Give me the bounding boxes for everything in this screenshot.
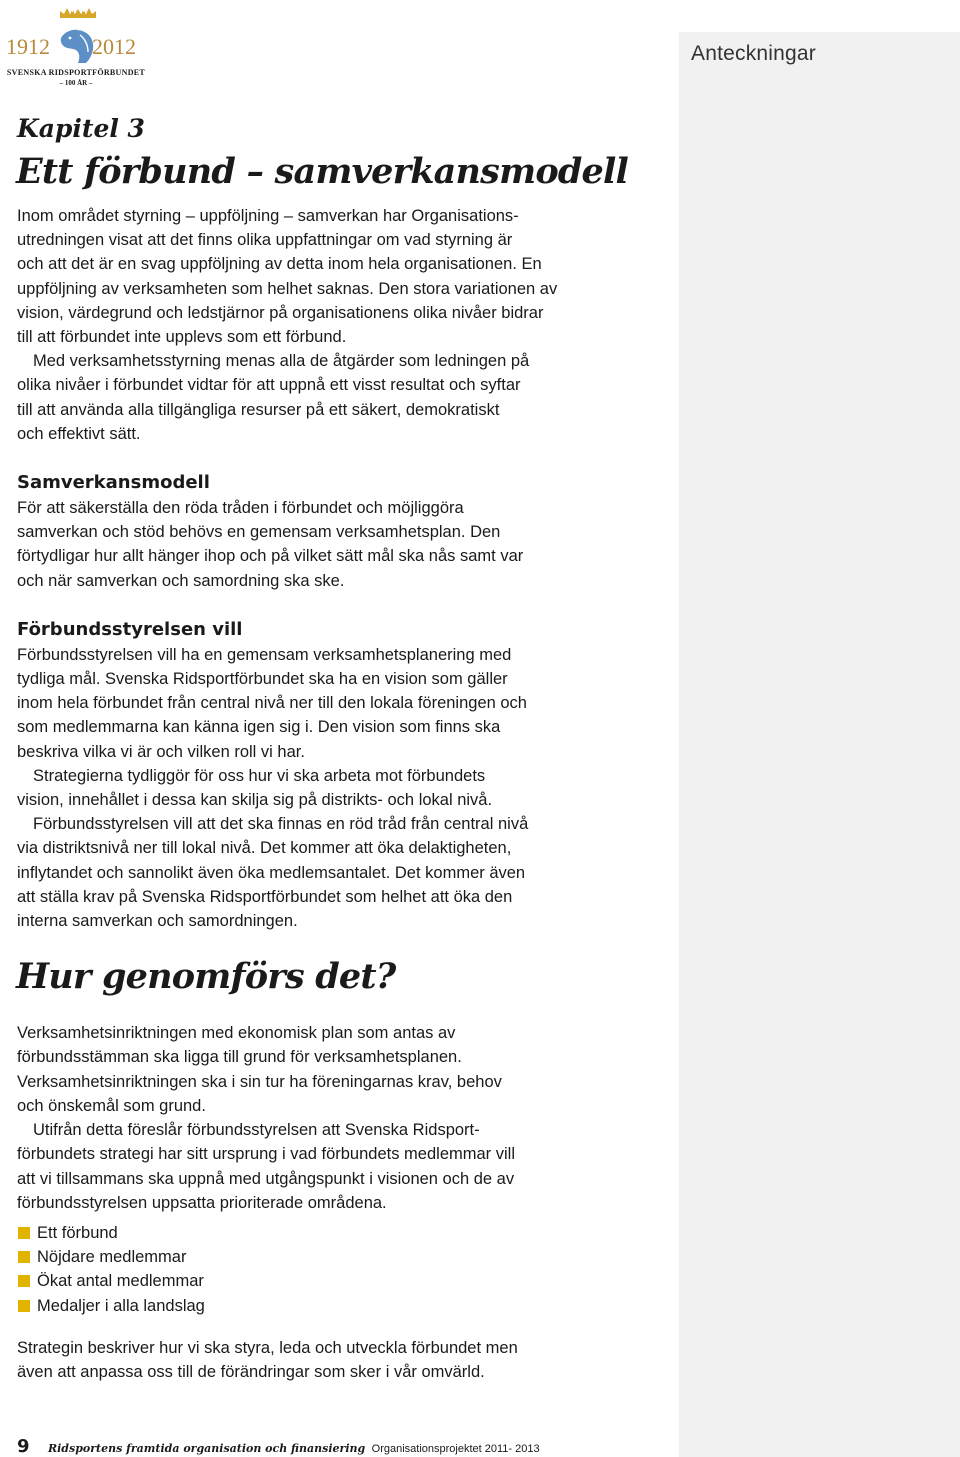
section-heading-forbundsstyrelsen: Förbundsstyrelsen vill — [17, 618, 243, 640]
footer-subtitle: Organisationsprojektet 2011- 2013 — [371, 1443, 540, 1455]
bullet-square-icon — [18, 1227, 30, 1239]
logo-anniversary: – 100 ÅR – — [59, 79, 93, 87]
chapter-label: Kapitel 3 — [17, 114, 145, 143]
notes-panel — [679, 32, 960, 1457]
text-line: vision, värdegrund och ledstjärnor på organisationens olika nivåer bidrar — [17, 303, 544, 322]
list-item-label: Nöjdare medlemmar — [37, 1248, 187, 1267]
intro-paragraph-2 — [17, 349, 662, 446]
list-item — [17, 1245, 662, 1269]
text-line: och att det är en svag uppföljning av detta inom hela organisationen. En — [17, 255, 542, 274]
section-paragraph — [17, 1021, 662, 1118]
text-line: Verksamhetsinriktningen med ekonomisk plan som antas av — [17, 1024, 456, 1043]
text-line: vision, innehållet i dessa kan skilja sig på distrikts- och lokal nivå. — [17, 791, 493, 810]
text-line: uppföljning av verksamheten som helhet saknas. Den stora variationen av — [17, 279, 558, 298]
crowns-icon — [58, 4, 98, 24]
text-line: Strategierna tydliggör för oss hur vi ska arbeta mot förbundets — [33, 766, 486, 785]
main-content — [17, 108, 662, 1384]
section-paragraph — [17, 1118, 662, 1215]
text-line: förbundets strategi har sitt ursprung i vad förbundets medlemmar vill — [17, 1145, 515, 1164]
horse-head-icon — [58, 26, 96, 66]
page-number: 9 — [17, 1436, 30, 1457]
list-item — [17, 1269, 662, 1293]
text-line: till att använda alla tillgängliga resurser på ett säkert, demokratiskt — [17, 400, 500, 419]
text-line: Inom området styrning – uppföljning – samverkan har Organisations- — [17, 207, 519, 225]
text-line: och när samverkan och samordning ska ske. — [17, 571, 345, 590]
text-line: förtydligar hur allt hänger ihop och på vilket sätt mål ska nås samt var — [17, 547, 524, 566]
text-line: Förbundsstyrelsen vill att det ska finnas en röd tråd från central nivå — [33, 815, 529, 834]
text-line: Strategin beskriver hur vi ska styra, leda och utveckla förbundet men — [17, 1338, 518, 1357]
bullet-square-icon — [18, 1251, 30, 1263]
bullet-square-icon — [18, 1275, 30, 1287]
section-paragraph — [17, 764, 662, 812]
text-line: som medlemmarna kan känna igen sig i. Den vision som finns ska — [17, 718, 501, 737]
logo — [6, 4, 146, 90]
page-footer — [17, 1436, 540, 1457]
text-line: att ställa krav på Svenska Ridsportförbundet som helhet att öka den — [17, 887, 513, 906]
text-line: utredningen visat att det finns olika uppfattningar om vad styrning är — [17, 231, 513, 250]
list-item-label: Medaljer i alla landslag — [37, 1296, 205, 1315]
text-line: tydliga mål. Svenska Ridsportförbundet ska ha en vision som gäller — [17, 670, 508, 689]
closing-paragraph — [17, 1336, 662, 1384]
text-line: olika nivåer i förbundet vidtar för att uppnå ett visst resultat och syftar — [17, 376, 521, 395]
intro-paragraph — [17, 204, 662, 349]
text-line: till att förbundet inte upplevs som ett förbund. — [17, 328, 347, 347]
text-line: Utifrån detta föreslår förbundsstyrelsen att Svenska Ridsport- — [33, 1121, 480, 1140]
text-line: och önskemål som grund. — [17, 1096, 206, 1115]
list-item-label: Ökat antal medlemmar — [37, 1272, 204, 1291]
text-line: att vi tillsammans ska uppnå med utgångspunkt i visionen och de av — [17, 1169, 515, 1188]
section-paragraph — [17, 496, 662, 593]
text-line: Förbundsstyrelsen vill ha en gemensam verksamhetsplanering med — [17, 645, 512, 664]
logo-year-end: 2012 — [92, 34, 136, 59]
text-line: inom hela förbundet från central nivå ner till den lokala föreningen och — [17, 694, 527, 713]
section-paragraph — [17, 643, 662, 764]
text-line: inflytandet och sannolikt även öka medlemsantalet. Det kommer även — [17, 863, 526, 882]
list-item — [17, 1294, 662, 1318]
notes-title: Anteckningar — [691, 42, 816, 65]
list-item — [17, 1221, 662, 1245]
text-line: Verksamhetsinriktningen ska i sin tur ha föreningarnas krav, behov — [17, 1072, 502, 1091]
text-line: beskriva vilka vi är och vilken roll vi har. — [17, 742, 305, 761]
section-paragraph — [17, 812, 662, 933]
text-line: och effektivt sätt. — [17, 424, 141, 443]
text-line: samverkan och stöd behövs en gemensam verksamhetsplan. Den — [17, 523, 501, 542]
text-line: För att säkerställa den röda tråden i förbundet och möjliggöra — [17, 499, 464, 518]
text-line: Med verksamhetsstyrning menas alla de åtgärder som ledningen på — [33, 352, 530, 371]
logo-year-start: 1912 — [6, 34, 50, 59]
text-line: via distriktsnivå ner till lokal nivå. Det kommer att öka delaktigheten, — [17, 839, 512, 858]
text-line: förbundsstyrelsen uppsatta prioriterade områdena. — [17, 1193, 387, 1212]
bullet-square-icon — [18, 1300, 30, 1312]
section-heading-samverkansmodell: Samverkansmodell — [17, 472, 210, 494]
logo-org-name: SVENSKA RIDSPORTFÖRBUNDET — [6, 68, 146, 77]
text-line: även att anpassa oss till de förändringar som sker i vår omvärld. — [17, 1362, 485, 1381]
footer-title: Ridsportens framtida organisation och finansiering — [47, 1442, 366, 1455]
priority-list — [17, 1221, 662, 1318]
section-heading-hur-genomfors: Hur genomförs det? — [16, 956, 396, 998]
list-item-label: Ett förbund — [37, 1223, 118, 1242]
page-title: Ett förbund – samverkansmodell — [16, 151, 628, 192]
text-line: förbundsstämman ska ligga till grund för verksamhetsplanen. — [17, 1048, 462, 1067]
text-line: interna samverkan och samordningen. — [17, 912, 298, 931]
